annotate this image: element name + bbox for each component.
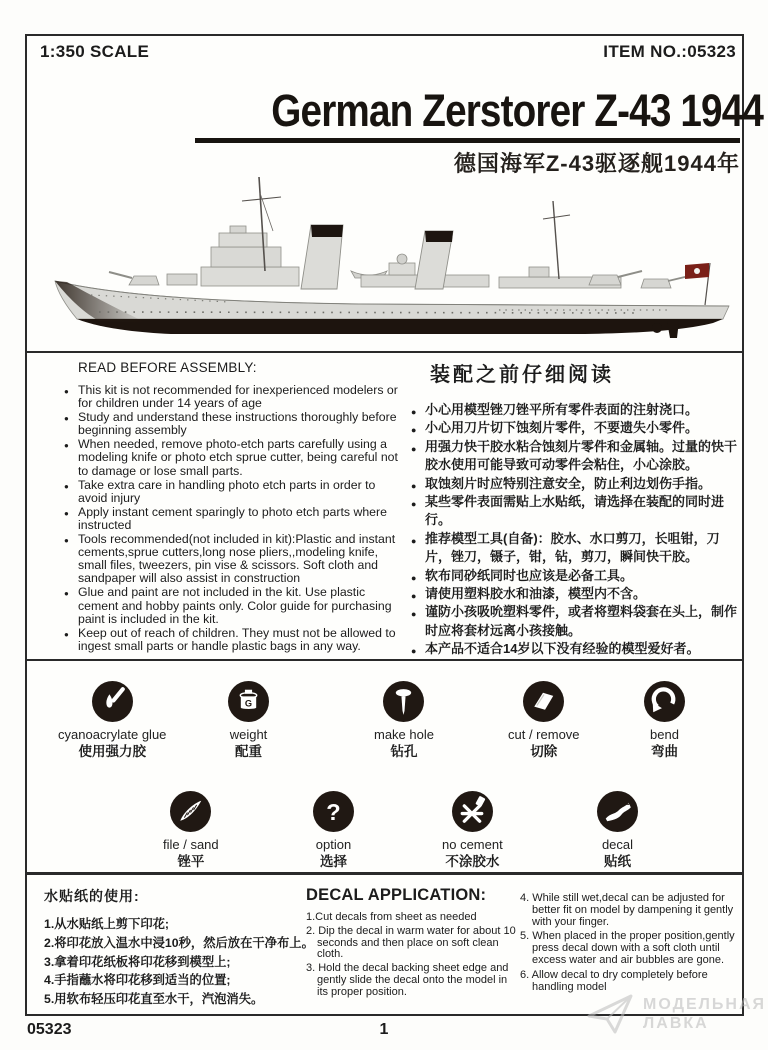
decal-steps-cn bbox=[44, 915, 314, 1009]
decal-step-en: 5. When placed in the proper position,gently press decal down with a soft cloth until excess water and air bubbles are gone. bbox=[520, 930, 735, 966]
read-before-bullet-en: ● Glue and paint are not included in the kit. Use plastic cement and hobby paints only. Color guide for purchasing paint is included in the kit. bbox=[78, 586, 398, 625]
legend-cut-remove-label-en: cut / remove bbox=[508, 727, 580, 742]
decal-usage-section-cn bbox=[44, 886, 314, 1009]
watermark bbox=[585, 992, 766, 1036]
read-before-bullet-cn: ● 某些零件表面需贴上水贴纸，请选择在装配的同时进行。 bbox=[425, 493, 741, 530]
kit-title-chinese: 德国海军Z-43驱逐舰1944年 bbox=[453, 150, 740, 176]
decal-step-en: 2. Dip the decal in warm water for about 10 seconds and then place on soft clean cloth. bbox=[306, 924, 516, 961]
decal-step-en: 6. Allow decal to dry completely before handling model bbox=[520, 968, 708, 993]
read-before-bullet-cn: ● 请使用塑料胶水和油漆，模型内不含。 bbox=[425, 585, 741, 603]
read-before-heading: READ BEFORE ASSEMBLY: bbox=[78, 360, 257, 375]
decal-application-heading: DECAL APPLICATION: bbox=[306, 886, 487, 904]
no-cement-icon bbox=[452, 791, 493, 832]
decal-step-cn: 3.拿着印花纸板将印花移到模型上; bbox=[44, 954, 231, 969]
option-icon bbox=[313, 791, 354, 832]
decal-step-cn: 4.手指蘸水将印花移到适当的位置; bbox=[44, 973, 231, 988]
read-before-bullet-en: ● This kit is not recommended for inexperienced modelers or for children under 14 years of age bbox=[78, 384, 398, 410]
read-before-bullet-en: ● Keep out of reach of children. They must not be allowed to ingest small parts or handle plastic bags in any way. bbox=[78, 627, 398, 653]
decal-step-en: 4. While still wet,decal can be adjusted for better fit on model by dampening it gently with your finger. bbox=[520, 892, 734, 928]
decal-steps-en-left bbox=[306, 912, 518, 999]
footer-item-number: 05323 bbox=[27, 1021, 72, 1038]
legend-weight-label-cn: 配重 bbox=[235, 744, 262, 759]
read-before-bullet-cn: ● 用强力快干胶水粘合蚀刻片零件和金属轴。过量的快干胶水使用可能导致可动零件会粘住，小心涂胶。 bbox=[425, 438, 741, 475]
read-before-heading-cn: 装配之前仔细阅读 bbox=[430, 364, 614, 386]
legend-glue-label-en: cyanoacrylate glue bbox=[58, 727, 167, 742]
legend-bend-label-en: bend bbox=[650, 727, 679, 742]
divider-decal-top bbox=[25, 872, 744, 875]
watermark-line2: ЛАВКА bbox=[643, 1015, 709, 1032]
read-before-bullet-cn: ● 小心用模型锉刀锉平所有零件表面的注射浇口。 bbox=[425, 401, 741, 419]
kit-title: German Zerstorer Z-43 1944 bbox=[271, 85, 764, 136]
read-before-bullet-en: ● Apply instant cement sparingly to photo etch parts where instructed bbox=[78, 506, 398, 532]
svg-text:G: G bbox=[244, 698, 253, 709]
legend-no-cement-label-en: no cement bbox=[442, 837, 503, 852]
divider-ship-bottom bbox=[25, 351, 744, 353]
read-before-assembly-section-cn bbox=[405, 358, 741, 659]
glue-icon bbox=[92, 681, 133, 722]
item-number: ITEM NO.:05323 bbox=[603, 42, 736, 61]
legend-option-label-cn: 选择 bbox=[320, 854, 347, 869]
legend-glue bbox=[58, 681, 166, 760]
read-before-bullet-en: ● Tools recommended(not included in kit):Plastic and instant cements,sprue cutters,long nose pliers,,modeling knife, small files, tweezers, pin vise & scissors. Soft cloth and sandpaper will also assist in construction bbox=[78, 533, 398, 585]
read-before-bullet-cn: ● 本产品不适合14岁以下没有经验的模型爱好者。 bbox=[425, 640, 741, 658]
legend-make-hole bbox=[374, 681, 434, 760]
watermark-line1: МОДЕЛЬНАЯ bbox=[643, 996, 766, 1013]
read-before-bullet-cn: ● 取蚀刻片时应特别注意安全，防止利边划伤手指。 bbox=[425, 475, 741, 493]
decal-usage-heading-cn: 水贴纸的使用: bbox=[44, 888, 140, 904]
legend-cut-remove-label-cn: 切除 bbox=[530, 744, 558, 759]
decal-step-cn: 1.从水贴纸上剪下印花; bbox=[44, 917, 170, 931]
decal-step-cn: 5.用软布轻压印花直至水干，汽泡消失。 bbox=[44, 992, 264, 1007]
make-hole-icon bbox=[383, 681, 424, 722]
decal-steps-en-right bbox=[520, 893, 741, 993]
cut-remove-icon bbox=[523, 681, 564, 722]
read-before-list-cn bbox=[425, 401, 741, 659]
legend-decal bbox=[597, 791, 638, 870]
ship-illustration bbox=[29, 171, 739, 348]
legend-bend-label-cn: 弯曲 bbox=[651, 744, 678, 759]
svg-text:?: ? bbox=[326, 799, 341, 826]
legend-bend bbox=[644, 681, 685, 760]
legend-decal-label-cn: 贴纸 bbox=[604, 854, 631, 869]
weight-icon bbox=[228, 681, 269, 722]
legend-option-label-en: option bbox=[315, 837, 352, 852]
legend-file-sand-label-cn: 锉平 bbox=[177, 854, 205, 869]
read-before-bullet-cn: ● 推荐模型工具(自备)：胶水、水口剪刀，长咀钳，刀片，锉刀，镊子，钳，钻，剪刀，瞬间快干胶。 bbox=[425, 530, 741, 567]
bend-icon bbox=[644, 681, 685, 722]
legend-weight-label-en: weight bbox=[229, 727, 268, 742]
read-before-bullet-cn: ● 谨防小孩吸吮塑料零件，或者将塑料袋套在头上，制作时应将套材远离小孩接触。 bbox=[425, 603, 741, 640]
paper-plane-icon bbox=[585, 992, 637, 1036]
decal-step-en: 3. Hold the decal backing sheet edge and gently slide the decal onto the model in its proper position. bbox=[306, 962, 509, 998]
legend-file-sand bbox=[163, 791, 219, 870]
legend-no-cement-label-cn: 不涂胶水 bbox=[445, 854, 500, 869]
legend-no-cement bbox=[442, 791, 503, 870]
legend-decal-label-en: decal bbox=[601, 837, 634, 852]
title-block bbox=[195, 85, 764, 178]
decal-application-section-right bbox=[520, 893, 741, 996]
scale-label: 1:350 SCALE bbox=[40, 42, 150, 61]
decal-icon bbox=[597, 791, 638, 832]
read-before-list-en bbox=[78, 384, 398, 653]
title-underline bbox=[195, 138, 740, 143]
legend-file-sand-label-en: file / sand bbox=[163, 837, 219, 852]
legend-weight bbox=[228, 681, 269, 760]
divider-icons-top bbox=[25, 659, 744, 661]
read-before-bullet-cn: ● 软布同砂纸同时也应该是必备工具。 bbox=[425, 567, 741, 585]
read-before-bullet-en: ● When needed, remove photo-etch parts carefully using a modeling knife or photo etch sprue cutter, being careful not to damage or lose small parts. bbox=[78, 438, 398, 477]
legend-option bbox=[313, 791, 354, 870]
legend-glue-label-cn: 使用强力胶 bbox=[78, 744, 146, 759]
read-before-bullet-en: ● Take extra care in handling photo etch parts in order to avoid injury bbox=[78, 479, 398, 505]
page-number: 1 bbox=[379, 1021, 389, 1038]
decal-step-cn: 2.将印花放入温水中浸10秒，然后放在干净布上。 bbox=[44, 935, 314, 950]
legend-make-hole-label-cn: 钻孔 bbox=[390, 744, 418, 759]
decal-application-section bbox=[306, 886, 518, 1001]
file-sand-icon bbox=[170, 791, 211, 832]
read-before-assembly-section bbox=[46, 360, 398, 654]
legend-cut-remove bbox=[508, 681, 580, 760]
decal-step-en: 1.Cut decals from sheet as needed bbox=[306, 911, 477, 923]
read-before-bullet-en: ● Study and understand these instructions thoroughly before beginning assembly bbox=[78, 411, 398, 437]
read-before-bullet-cn: ● 小心用刀片切下蚀刻片零件，不要遗失小零件。 bbox=[425, 419, 741, 437]
legend-make-hole-label-en: make hole bbox=[374, 727, 434, 742]
